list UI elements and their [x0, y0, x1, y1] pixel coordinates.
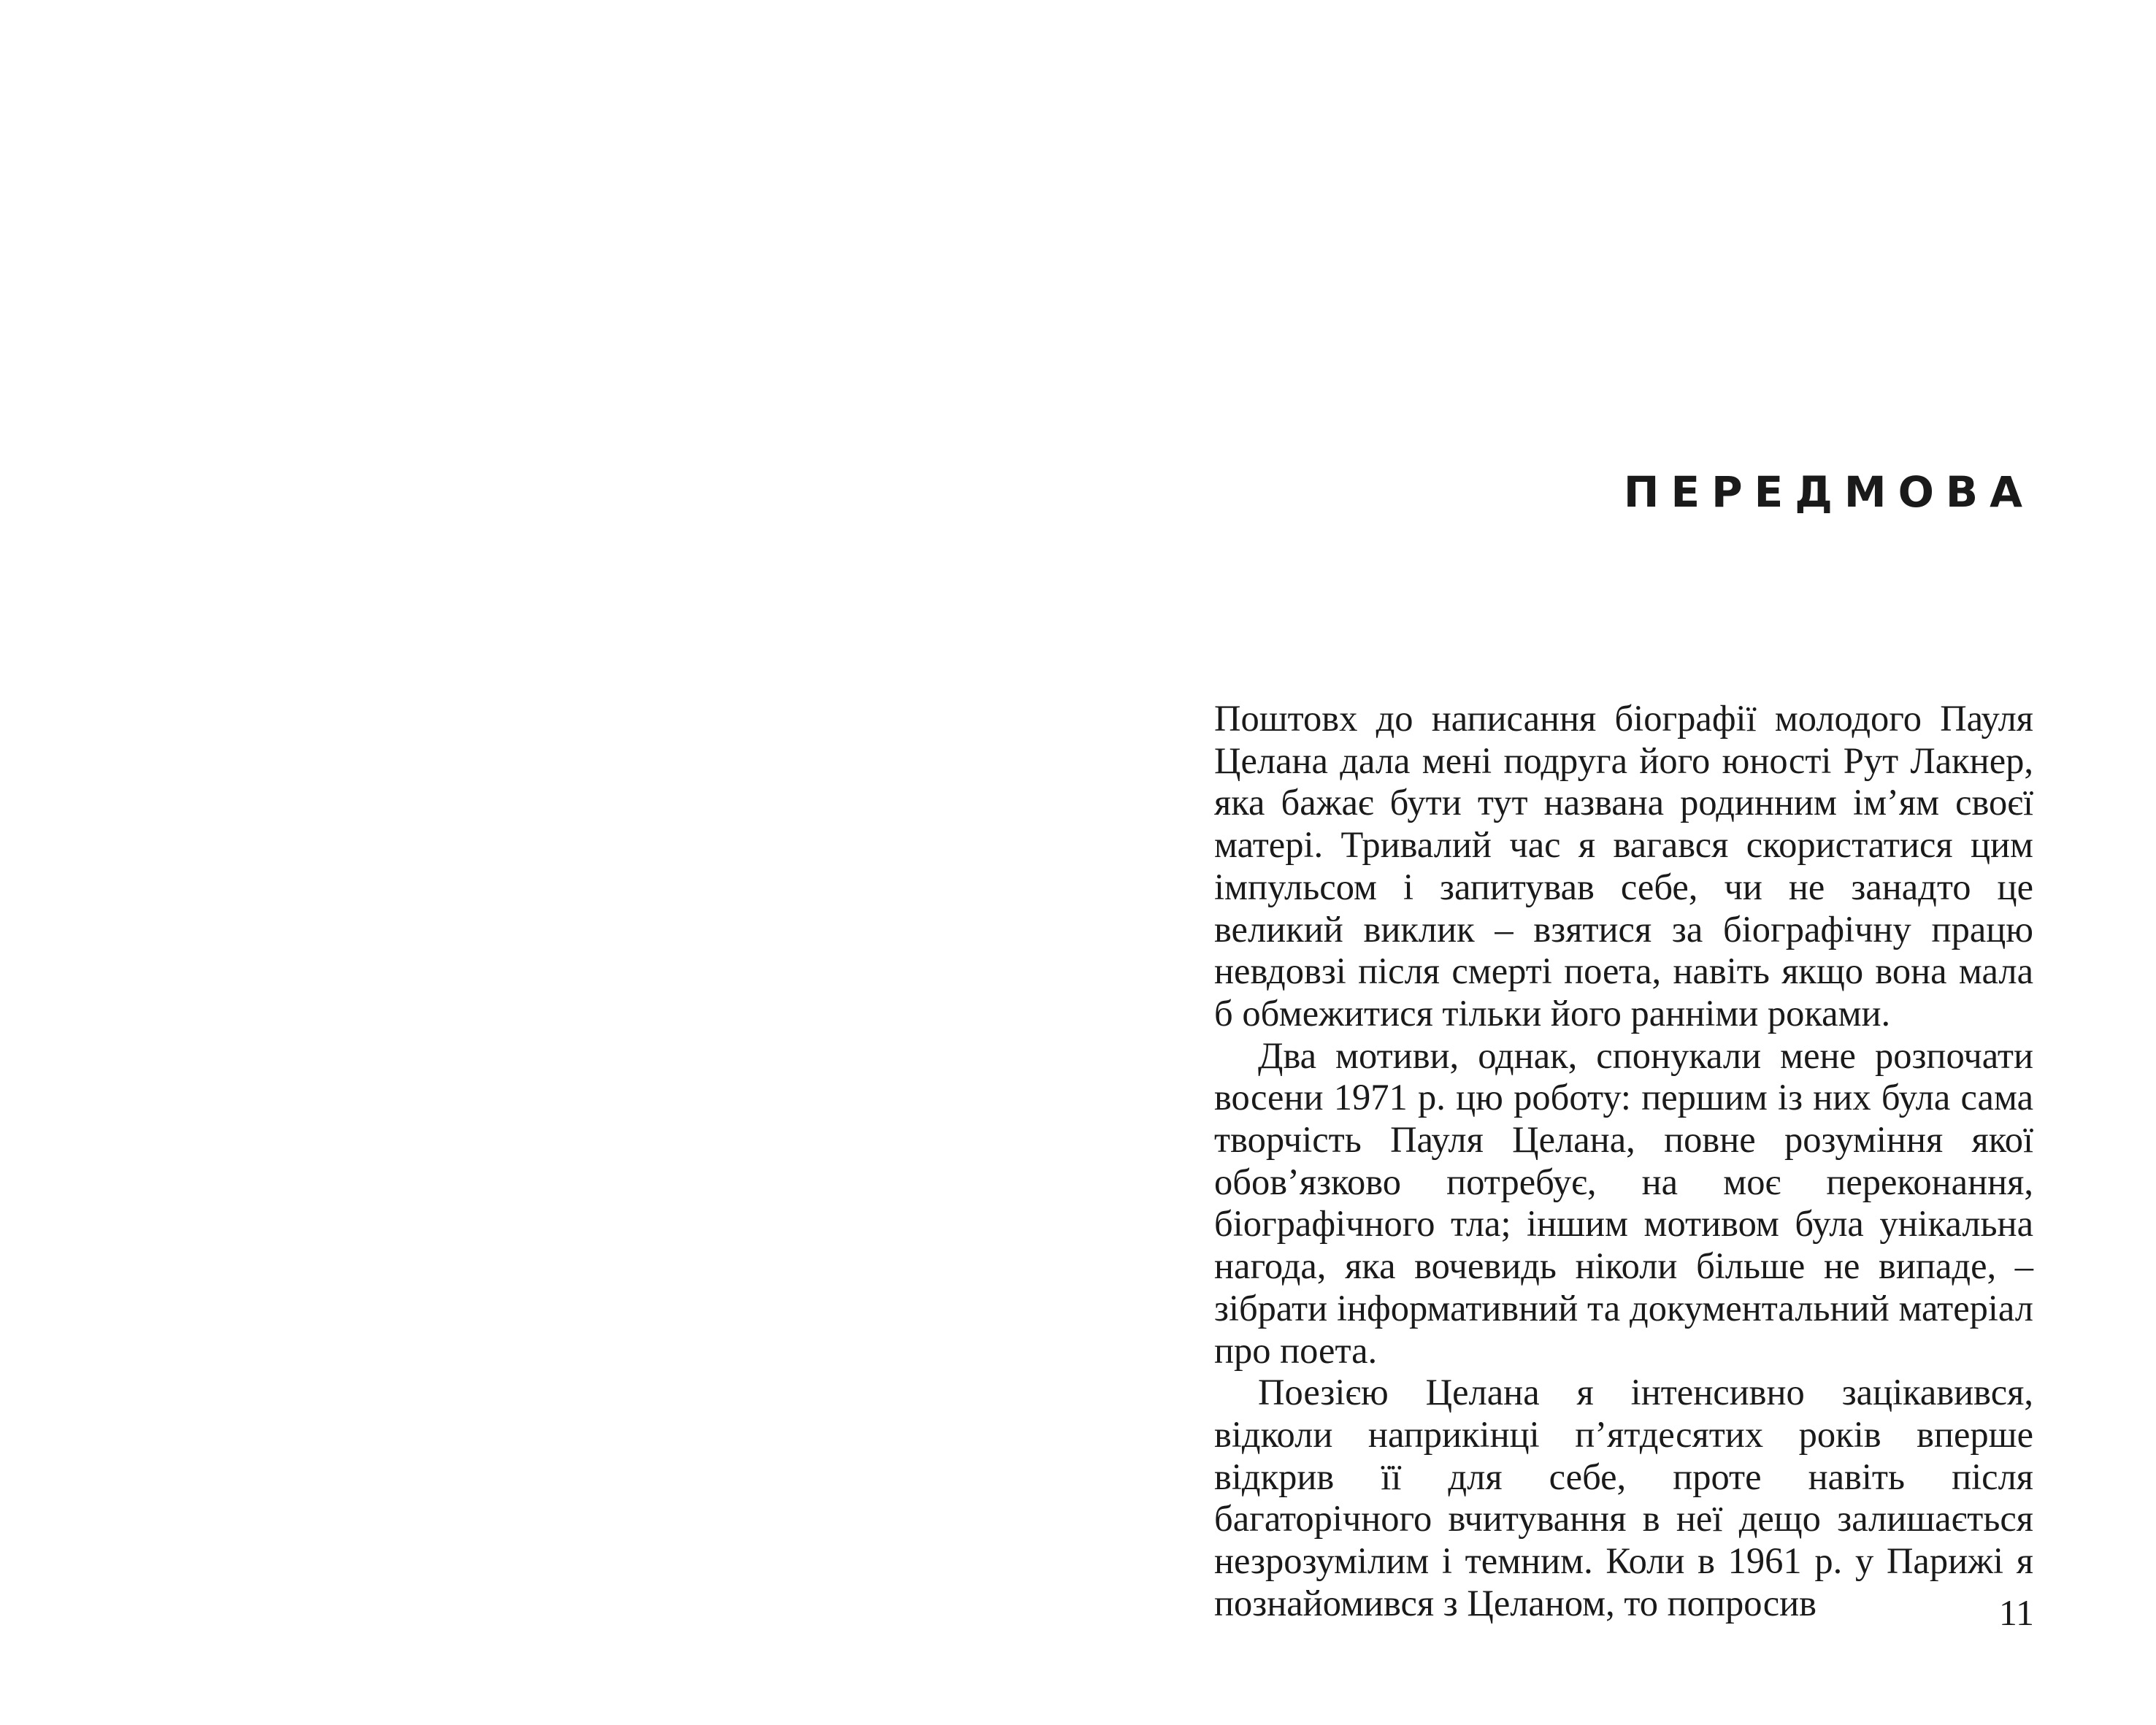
right-page: [1078, 0, 2156, 1725]
body-text: [1214, 698, 2033, 1624]
page-number: 11: [1998, 1592, 2034, 1633]
paragraph-1: Поштовх до написання біографії молодого Пауля Целана дала мені подруга його юності Рут Лакнер, яка бажає бути тут названа родинним ім’ям своєї матері. Тривалий час я вагався скористатися цим імпульсом і запитував себе, чи не занадто це великий виклик – взятися за біографічну працю невдовзі після смерті поета, навіть якщо вона мала б обмежитися тільки його ранніми роками.: [1214, 698, 2033, 1034]
chapter-title: ПЕРЕДМОВА: [1623, 467, 2034, 517]
paragraph-3: Поезією Целана я інтенсивно зацікавився, відколи наприкінці п’ятдесятих років вперше відкрив її для себе, проте навіть після багаторічного вчитування в неї дещо залишається незрозумілим і темним. Коли в 1961 р. у Парижі я познайомився з Целаном, то попросив: [1214, 1372, 2033, 1624]
paragraph-2: Два мотиви, однак, спонукали мене розпочати восени 1971 р. цю роботу: першим із них була сама творчість Пауля Целана, повне розуміння якої обов’язково потребує, на моє переконання, біографічного тла; іншим мотивом була унікальна нагода, яка вочевидь ніколи більше не випаде, – зібрати інформативний та документальний матеріал про поета.: [1214, 1034, 2033, 1371]
